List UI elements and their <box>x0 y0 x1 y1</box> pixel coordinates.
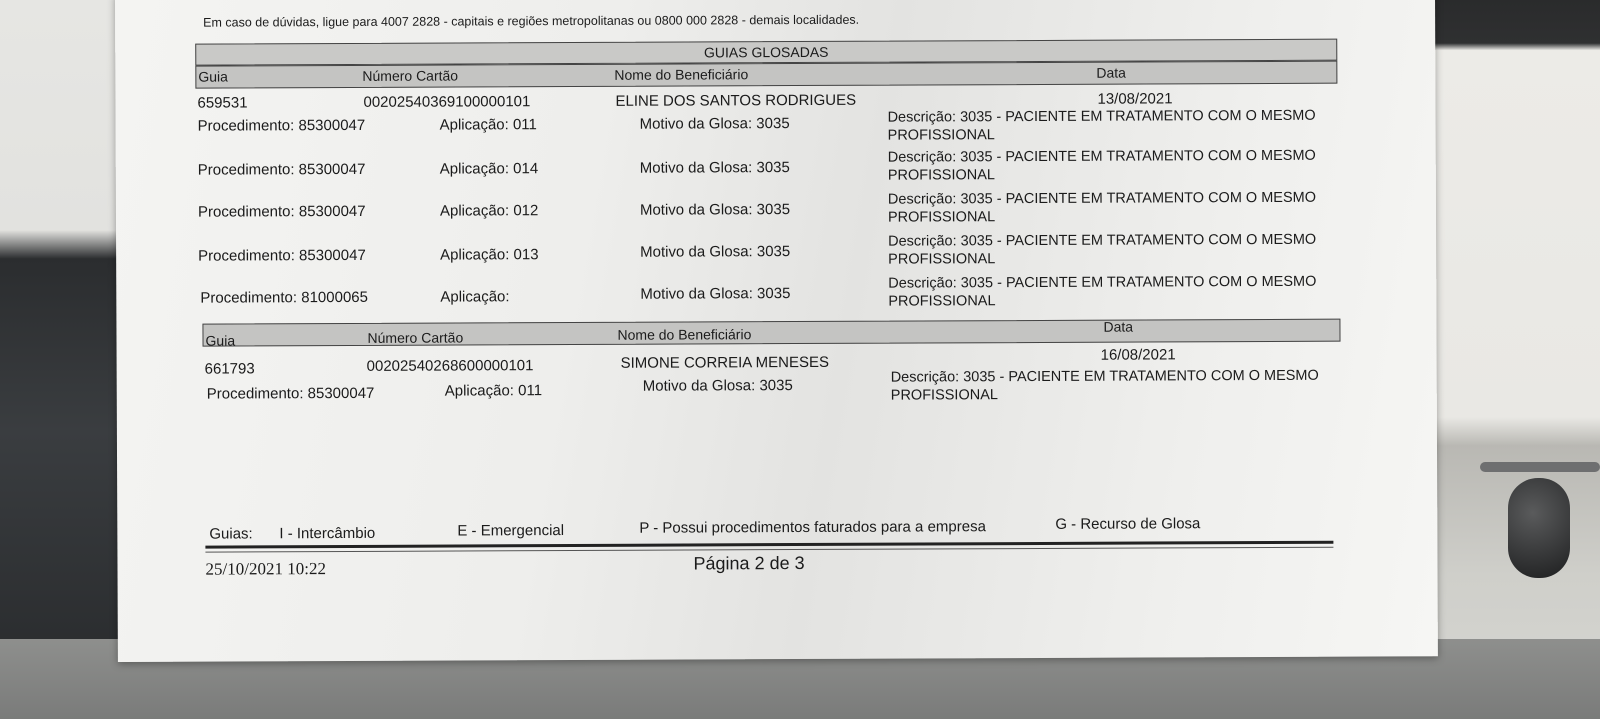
beneficiary-name: ELINE DOS SANTOS RODRIGUES <box>615 91 857 110</box>
denial-reason: Motivo da Glosa: 3035 <box>639 201 791 219</box>
legend-recurso-glosa: G - Recurso de Glosa <box>1055 515 1201 533</box>
guia-number: 661793 <box>204 360 255 378</box>
header-data: Data <box>1096 64 1126 81</box>
header-guia: Guia <box>198 68 228 85</box>
denial-description: Descrição: 3035 - PACIENTE EM TRATAMENTO COM O MESMO PROFISSIONAL <box>887 147 1316 184</box>
header-nome-beneficiario: Nome do Beneficiário <box>614 66 749 83</box>
procedure-code: Procedimento: 85300047 <box>197 202 366 221</box>
section-title: GUIAS GLOSADAS <box>195 39 1337 66</box>
card-number: 00202540268600000101 <box>366 357 534 375</box>
legend-intercambio: I - Intercâmbio <box>279 524 376 543</box>
legend-emergencial: E - Emergencial <box>457 522 565 540</box>
application: Aplicação: 011 <box>444 382 543 400</box>
application: Aplicação: 012 <box>439 202 539 220</box>
header-numero-cartao: Número Cartão <box>362 67 459 84</box>
denial-description: Descrição: 3035 - PACIENTE EM TRATAMENTO COM O MESMO PROFISSIONAL <box>887 107 1316 144</box>
denial-reason: Motivo da Glosa: 3035 <box>639 159 790 177</box>
legend-faturados: P - Possui procedimentos faturados para a empresa <box>639 518 986 537</box>
header-nome-beneficiario: Nome do Beneficiário <box>617 326 752 343</box>
background-left <box>0 0 130 719</box>
denial-description: Descrição: 3035 - PACIENTE EM TRATAMENTO COM O MESMO PROFISSIONAL <box>888 273 1317 310</box>
application: Aplicação: <box>440 288 510 306</box>
procedure-code: Procedimento: 85300047 <box>206 384 375 403</box>
denial-description: Descrição: 3035 - PACIENTE EM TRATAMENTO COM O MESMO PROFISSIONAL <box>888 231 1317 268</box>
denial-reason: Motivo da Glosa: 3035 <box>639 115 790 133</box>
procedure-code: Procedimento: 85300047 <box>197 160 366 179</box>
procedure-code: Procedimento: 81000065 <box>200 288 368 307</box>
background-rod <box>1480 462 1600 472</box>
denial-reason: Motivo da Glosa: 3035 <box>640 285 791 303</box>
application: Aplicação: 011 <box>439 116 537 134</box>
guia-date: 16/08/2021 <box>1100 346 1176 364</box>
contact-notice: Em caso de dúvidas, ligue para 4007 2828 - capitais e regiões metropolitanas ou 0800 000 2828 - demais localidades. <box>203 12 860 30</box>
page-number: Página 2 de 3 <box>693 552 805 574</box>
card-number: 00202540369100000101 <box>363 93 531 111</box>
beneficiary-name: SIMONE CORREIA MENESES <box>620 353 830 372</box>
denial-reason: Motivo da Glosa: 3035 <box>640 243 791 261</box>
guia-number: 659531 <box>197 94 248 112</box>
procedure-code: Procedimento: 85300047 <box>198 246 366 265</box>
application: Aplicação: 014 <box>439 160 539 178</box>
procedure-code: Procedimento: 85300047 <box>197 116 366 135</box>
table-header <box>202 319 1340 347</box>
denial-reason: Motivo da Glosa: 3035 <box>642 377 793 395</box>
table-header <box>195 61 1337 89</box>
denial-description: Descrição: 3035 - PACIENTE EM TRATAMENTO COM O MESMO PROFISSIONAL <box>890 367 1319 404</box>
header-guia: Guia <box>205 332 236 349</box>
document-page <box>115 0 1438 662</box>
application: Aplicação: 013 <box>440 246 539 264</box>
denial-description: Descrição: 3035 - PACIENTE EM TRATAMENTO COM O MESMO PROFISSIONAL <box>887 189 1317 226</box>
print-timestamp: 25/10/2021 10:22 <box>205 559 326 579</box>
legend <box>209 515 1329 542</box>
background-knob <box>1508 478 1570 578</box>
guia-date: 13/08/2021 <box>1097 90 1173 108</box>
legend-label: Guias: <box>209 525 253 543</box>
header-data: Data <box>1103 318 1134 335</box>
header-numero-cartao: Número Cartão <box>367 329 464 346</box>
